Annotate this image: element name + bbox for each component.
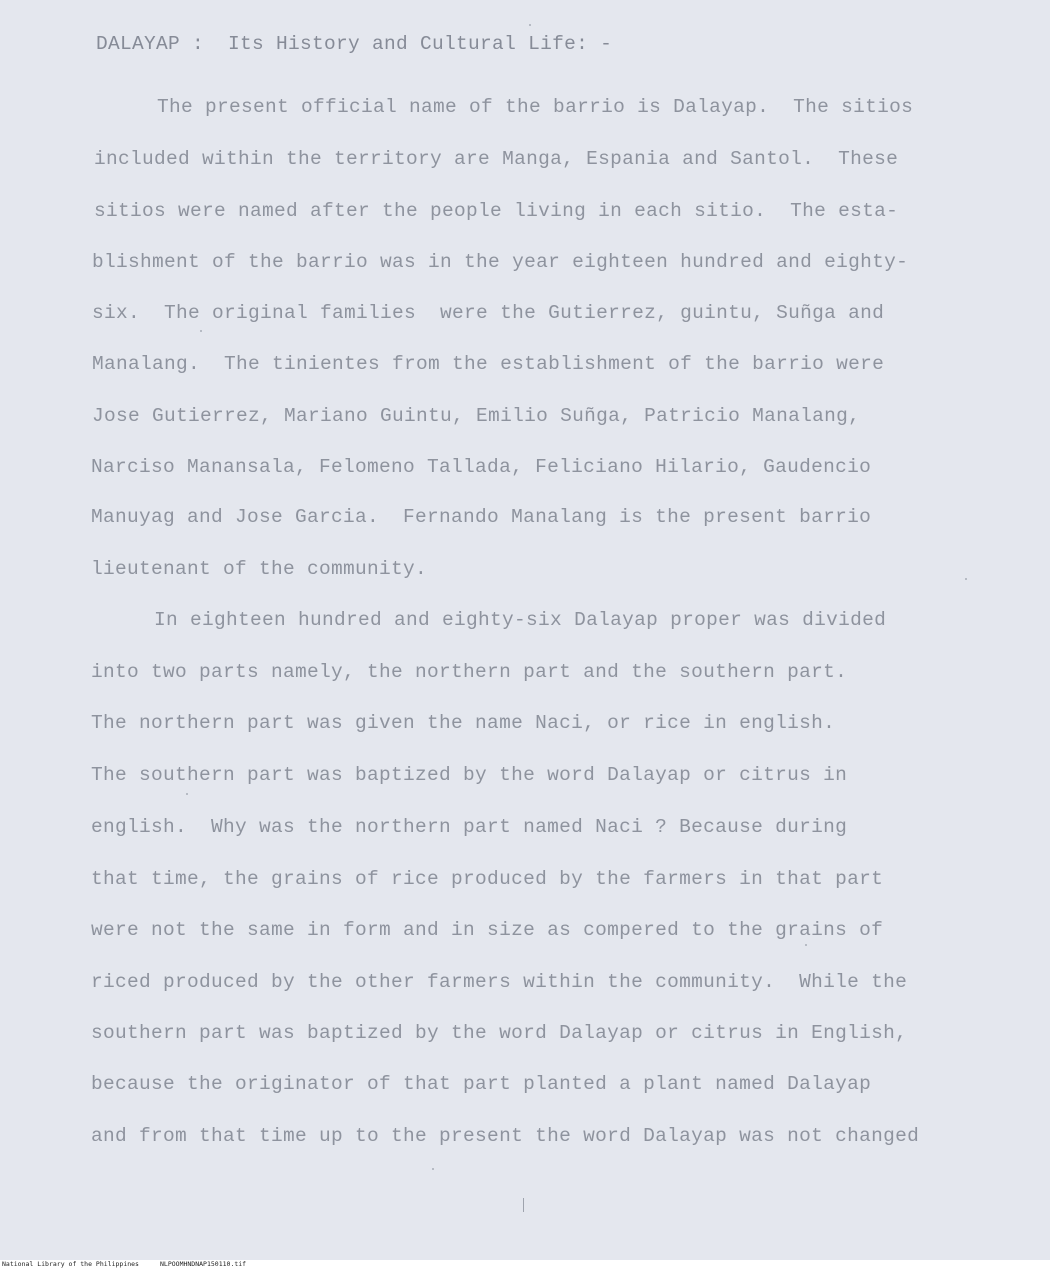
text-line: southern part was baptized by the word Dalayap or citrus in English, [91,1022,908,1044]
paper-mark [523,1198,524,1212]
text-line: riced produced by the other farmers within the community. While the [91,971,908,993]
footer-file-label: NLPOOMHNDNAP150110.tif [160,1260,247,1268]
text-line: lieutenant of the community. [91,558,428,580]
text-line: Jose Gutierrez, Mariano Guintu, Emilio Suñga, Patricio Manalang, [92,405,861,427]
paper-speck [965,578,967,580]
footer-library-label: National Library of the Philippines [2,1260,139,1268]
text-line: and from that time up to the present the word Dalayap was not changed [91,1125,920,1147]
text-line: into two parts namely, the northern part and the southern part. [91,661,848,683]
text-line: english. Why was the northern part named Naci ? Because during [91,816,848,838]
document-title: DALAYAP : Its History and Cultural Life: - [96,33,613,55]
paper-speck [529,24,531,26]
text-line: The southern part was baptized by the word Dalayap or citrus in [91,764,848,786]
footer-bar [0,1260,1050,1269]
text-line: that time, the grains of rice produced by the farmers in that part [91,868,884,890]
text-line: because the originator of that part planted a plant named Dalayap [91,1073,872,1095]
text-line: Narciso Manansala, Felomeno Tallada, Feliciano Hilario, Gaudencio [91,456,872,478]
text-line: The present official name of the barrio is Dalayap. The sitios [157,96,914,118]
paper-speck [186,793,188,795]
text-line: The northern part was given the name Naci, or rice in english. [91,712,836,734]
text-line: six. The original families were the Gutierrez, guintu, Suñga and [92,302,885,324]
text-line: were not the same in form and in size as compered to the grains of [91,919,884,941]
paper-speck [432,1168,434,1170]
paper-speck [200,330,202,332]
text-line: Manuyag and Jose Garcia. Fernando Manalang is the present barrio [91,506,872,528]
text-line: blishment of the barrio was in the year eighteen hundred and eighty- [92,251,909,273]
text-line: Manalang. The tinientes from the establishment of the barrio were [92,353,885,375]
text-line: In eighteen hundred and eighty-six Dalayap proper was divided [154,609,887,631]
text-line: included within the territory are Manga, Espania and Santol. These [94,148,899,170]
paper-speck [805,944,807,946]
text-line: sitios were named after the people living in each sitio. The esta- [94,200,899,222]
